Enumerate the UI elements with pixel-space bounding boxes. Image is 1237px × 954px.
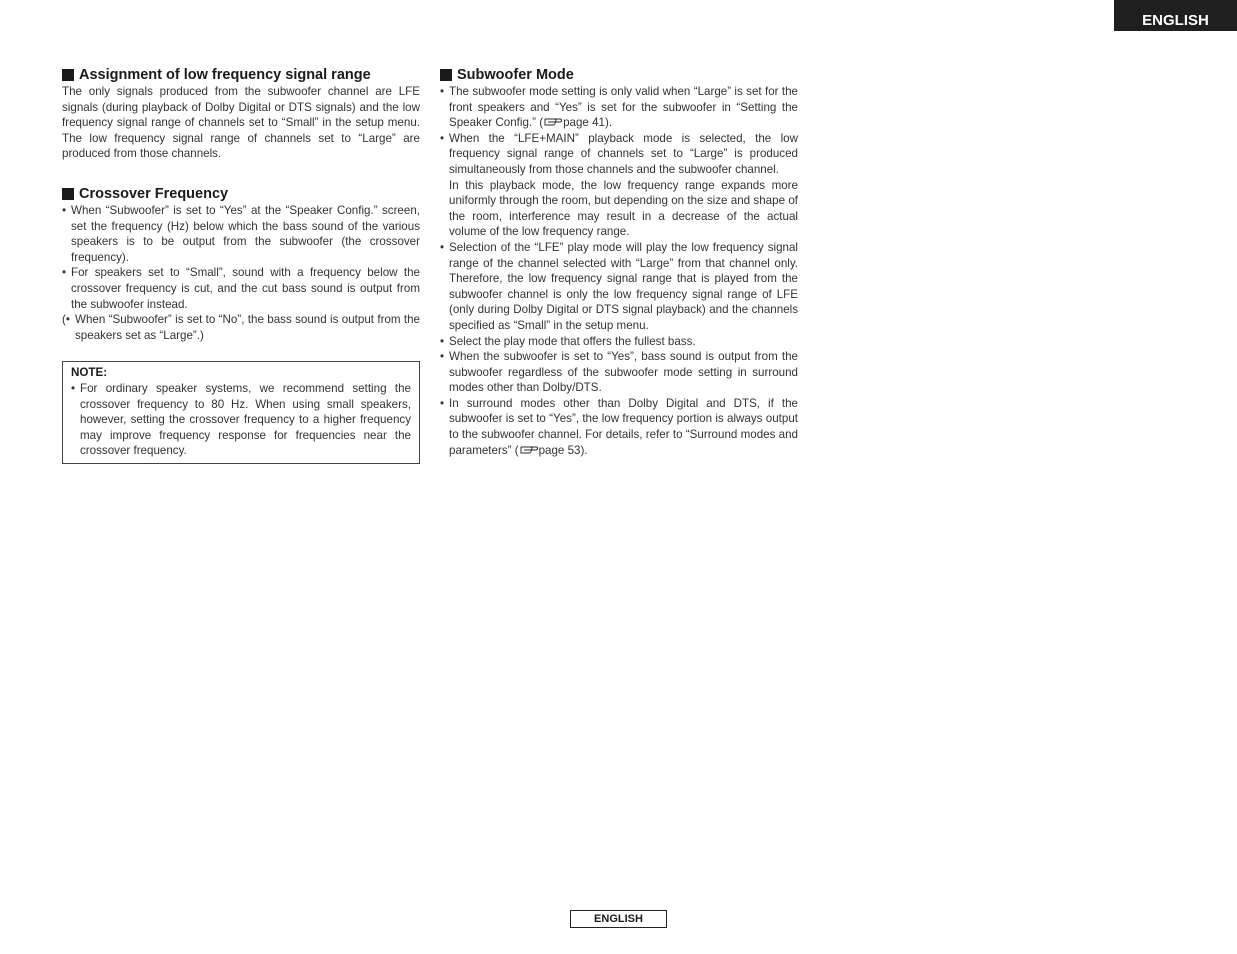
section-title: Crossover Frequency [79, 185, 229, 202]
list-item: • For ordinary speaker systems, we recommend setting the crossover frequency to 80 Hz. When using small speakers, however, setting the crossover frequency to a higher frequency may improve frequency response for frequencies near the crossover frequency. [71, 381, 411, 458]
list-item: • Selection of the “LFE” play mode will play the low frequency signal range of the channel selected with “Large” from that channel only. Therefore, the low frequency signal range that is played from the subwoofer channel is only the low frequency signal range of LFE (only during Dolby Digital or DTS signal playback) and the channels specified as “Small” in the setup menu. [440, 240, 798, 332]
list-item-text: When “Subwoofer” is set to “No”, the bass sound is output from the speakers set as “Large”.) [75, 313, 420, 342]
section-title: Assignment of low frequency signal range [79, 67, 371, 83]
left-column [62, 66, 420, 464]
square-bullet-icon [440, 69, 452, 81]
list-item: • In surround modes other than Dolby Digital and DTS, if the subwoofer is set to “Yes”, the low frequency portion is always output to the subwoofer channel. For details, refer to “Surround modes and parameters” ( page 53). [440, 396, 798, 457]
list-item-text: For speakers set to “Small”, sound with a frequency below the crossover frequency is cut, and the cut bass sound is output from the subwoofer instead. [71, 266, 420, 311]
note-title: NOTE: [71, 366, 108, 380]
list-item-text: When the “LFE+MAIN” playback mode is selected, the low frequency signal range of channels set to “Large” is produced simultaneously from those channels and the subwoofer channel. [449, 131, 798, 176]
list-item-text: In surround modes other than Dolby Digital and DTS, if the subwoofer is set to “Yes”, the low frequency portion is always output to the subwoofer channel. For details, refer to “Surround modes and parameters” ( [449, 396, 798, 457]
list-item-text: When “Subwoofer” is set to “Yes” at the “Speaker Config.” screen, set the frequency (Hz) below which the bass sound of the various speakers is to be output from the subwoofer (the crossover frequency). [71, 203, 420, 264]
list-item-text: When the subwoofer is set to “Yes”, bass sound is output from the subwoofer regardless of the subwoofer mode setting in surround modes other than Dolby/DTS. [449, 350, 798, 395]
page-reference: page 41). [563, 116, 613, 130]
section-heading-assignment [62, 66, 420, 84]
section-heading-crossover [62, 185, 420, 203]
list-item: • The subwoofer mode setting is only valid when “Large” is set for the front speakers and “Yes” is set for the subwoofer in “Setting the Speaker Config.” ( page 41). [440, 85, 798, 130]
pointing-hand-icon [544, 116, 562, 127]
list-item: • When the subwoofer is set to “Yes”, bass sound is output from the subwoofer regardless of the subwoofer mode setting in surround modes other than Dolby/DTS. [440, 350, 798, 395]
section-body: The only signals produced from the subwoofer channel are LFE signals (during playback of Dolby Digital or DTS signals) and the low frequency signal range of channels set to “Small” in the setup menu. The low frequency signal range of channels set to “Large” are produced from those channels. [62, 85, 420, 161]
section-title: Subwoofer Mode [457, 67, 574, 83]
section-heading-subwoofer-mode [440, 66, 798, 84]
square-bullet-icon [62, 188, 74, 200]
footer-language-text: ENGLISH [594, 913, 643, 925]
footer-language-label [570, 910, 667, 928]
list-item: • For speakers set to “Small”, sound with a frequency below the crossover frequency is cut, and the cut bass sound is output from the subwoofer instead. [62, 266, 420, 311]
subwoofer-mode-list [440, 84, 798, 458]
list-item: (• When “Subwoofer” is set to “No”, the bass sound is output from the speakers set as “Large”.) [62, 313, 420, 342]
right-column [440, 66, 798, 458]
list-item-text: Select the play mode that offers the fullest bass. [449, 334, 696, 348]
language-tab [1114, 0, 1237, 31]
list-item: • When “Subwoofer” is set to “Yes” at the “Speaker Config.” screen, set the frequency (Hz) below which the bass sound of the various speakers is to be output from the subwoofer (the crossover frequency). [62, 203, 420, 264]
square-bullet-icon [62, 69, 74, 81]
list-item: • Select the play mode that offers the fullest bass. [440, 334, 696, 348]
pointing-hand-icon [520, 444, 538, 455]
list-item-text: Selection of the “LFE” play mode will play the low frequency signal range of the channel selected with “Large” from that channel only. Therefore, the low frequency signal range that is played from the subwoofer channel is only the low frequency signal range of LFE (only during Dolby Digital or DTS signal playback) and the channels specified as “Small” in the setup menu. [449, 240, 798, 332]
language-tab-label: ENGLISH [1142, 12, 1209, 29]
note-box [62, 361, 420, 464]
list-item-text: The subwoofer mode setting is only valid when “Large” is set for the front speakers and “Yes” is set for the subwoofer in “Setting the Speaker Config.” ( [449, 85, 798, 130]
list-item: • When the “LFE+MAIN” playback mode is selected, the low frequency signal range of channels set to “Large” is produced simultaneously from those channels and the subwoofer channel. In this playback mode, the low frequency range expands more uniformly through the room, but depending on the size and shape of the room, interference may result in a decrease of the actual volume of the low frequency range. [440, 131, 798, 239]
list-item-subtext: In this playback mode, the low frequency range expands more uniformly through the room, but depending on the size and shape of the room, interference may result in a decrease of the actual volume of the low frequency range. [449, 178, 798, 239]
list-item-text: For ordinary speaker systems, we recommend setting the crossover frequency to 80 Hz. When using small speakers, however, setting the crossover frequency to a higher frequency may improve frequency response for frequencies near the crossover frequency. [80, 381, 411, 458]
note-list [71, 381, 411, 459]
page-reference: page 53). [538, 443, 588, 457]
crossover-list [62, 203, 420, 343]
